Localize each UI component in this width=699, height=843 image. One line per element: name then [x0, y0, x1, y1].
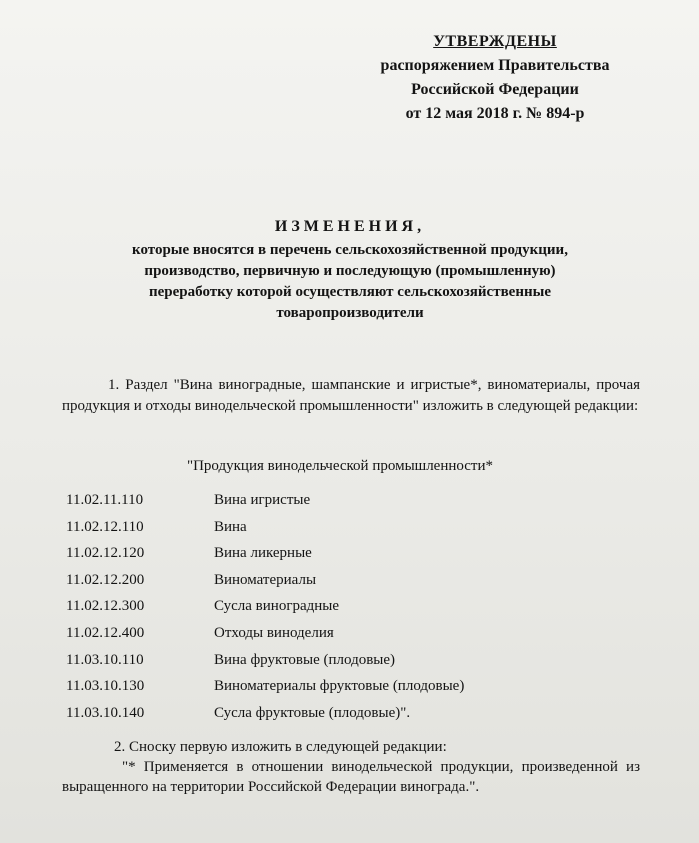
product-name: Вина: [214, 518, 247, 535]
product-code: 11.02.12.400: [66, 624, 145, 641]
product-row: [66, 492, 626, 519]
subtitle-line: товаропроизводители: [276, 305, 424, 321]
approval-stamp: [360, 30, 630, 126]
approval-authority: распоряжением Правительства: [380, 57, 610, 74]
section-2-heading: 2. Сноску первую изложить в следующей редакции:: [114, 739, 447, 755]
section-2: [62, 737, 640, 797]
product-row: [66, 545, 626, 572]
product-name: Вина фруктовые (плодовые): [214, 651, 396, 668]
product-name: Отходы виноделия: [214, 624, 334, 641]
product-row: [66, 598, 626, 625]
subtitle-line: переработку которой осуществляют сельскохозяйственные: [149, 284, 551, 300]
product-name: Виноматериалы: [214, 571, 317, 588]
product-code: 11.02.12.110: [66, 518, 144, 535]
document-title: ИЗМЕНЕНИЯ,: [274, 218, 426, 235]
document-subtitle: [70, 240, 630, 324]
product-row: [66, 705, 626, 732]
product-code: 11.02.12.200: [66, 571, 145, 588]
product-name: Сусла виноградные: [214, 598, 340, 615]
product-code: 11.03.10.110: [66, 651, 144, 668]
products-heading: "Продукция винодельческой промышленности*: [186, 458, 494, 474]
approval-country: Российской Федерации: [411, 81, 579, 98]
subtitle-line: которые вносятся в перечень сельскохозяйственной продукции,: [132, 242, 568, 258]
document-title-block: [70, 218, 630, 324]
product-name: Виноматериалы фруктовые (плодовые): [214, 678, 465, 695]
product-name: Вина ликерные: [214, 545, 312, 562]
product-code: 11.03.10.130: [66, 678, 145, 695]
product-row: [66, 678, 626, 705]
product-row: [66, 652, 626, 679]
product-code: 11.02.12.300: [66, 598, 145, 615]
product-code: 11.03.10.140: [66, 704, 145, 721]
section-1-paragraph: 1. Раздел "Вина виноградные, шампанские и игристые*, виноматериалы, прочая продукция и отходы винодельческой промышленности" изложить в следующей редакции:: [62, 377, 640, 414]
product-name: Вина игристые: [214, 492, 311, 508]
approval-heading: УТВЕРЖДЕНЫ: [433, 33, 557, 50]
product-row: [66, 519, 626, 546]
footnote-text: "* Применяется в отношении винодельческой продукции, произведенной из выращенного на территории Российской Федерации винограда.".: [62, 759, 640, 795]
product-row: [66, 625, 626, 652]
product-name: Сусла фруктовые (плодовые)".: [214, 704, 411, 721]
product-code: 11.02.11.110: [66, 492, 144, 508]
subtitle-line: производство, первичную и последующую (промышленную): [144, 263, 556, 279]
product-row: [66, 572, 626, 599]
product-code: 11.02.12.120: [66, 545, 145, 562]
product-list: [66, 492, 626, 731]
approval-date-number: от 12 мая 2018 г. № 894-р: [405, 105, 585, 122]
